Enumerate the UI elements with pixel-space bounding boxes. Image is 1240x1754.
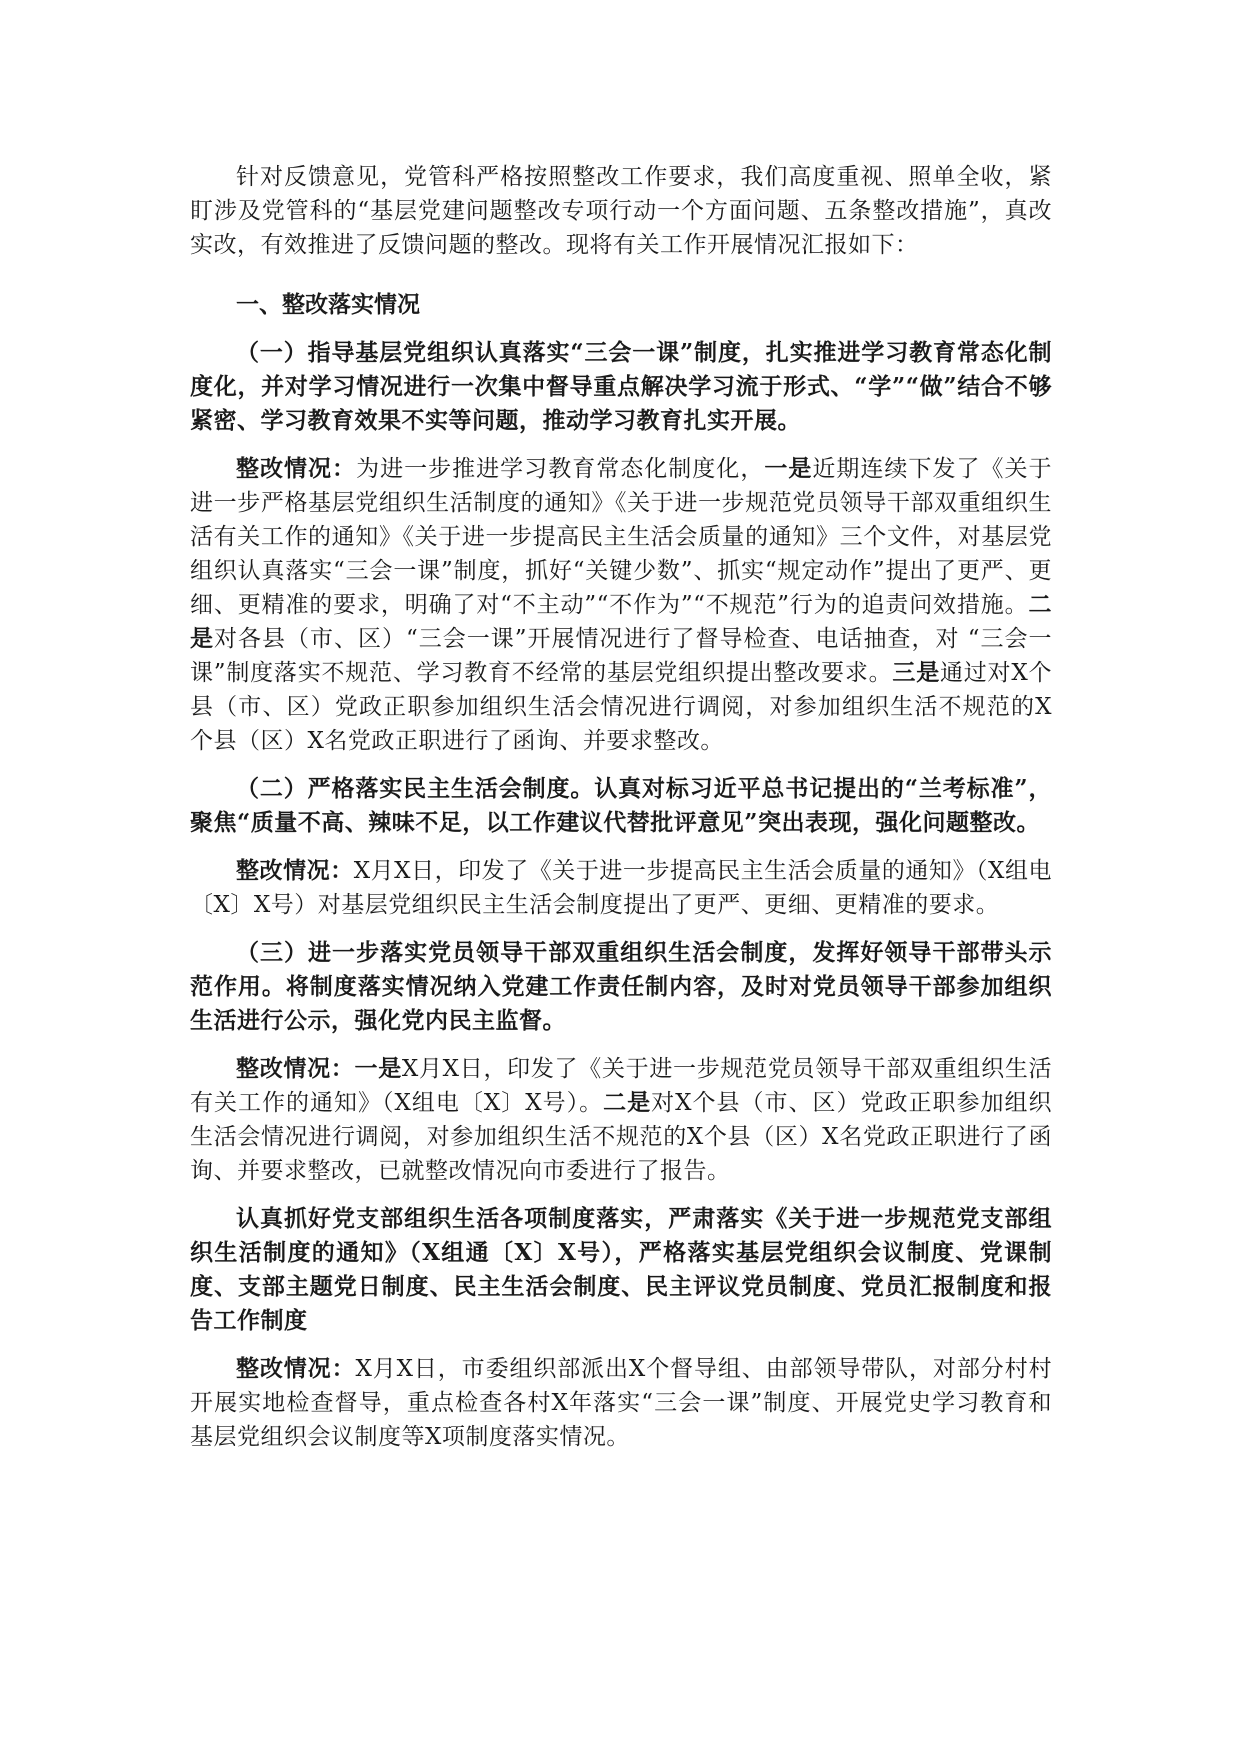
item1-text-1: 为进一步推进学习教育常态化制度化， <box>356 456 765 482</box>
item1-text-3: 对各县（市、区）“三会一课”开展情况进行了督导检查、电话抽查，对 “三会一课”制度落实不规范、学习教育不经常的基层党组织提出整改要求。 <box>190 626 1052 686</box>
item4-title: 认真抓好党支部组织生活各项制度落实，严肃落实《关于进一步规范党支部组织生活制度的通知》（X组通〔X〕X号），严格落实基层党组织会议制度、党课制度、支部主题党日制度、民主生活会制度、民主评议党员制度、党员汇报制度和报告工作制度 <box>190 1205 1052 1334</box>
item1-text-2: 近期连续下发了《关于进一步严格基层党组织生活制度的通知》《关于进一步规范党员领导干部双重组织生活有关工作的通知》《关于进一步提高民主生活会质量的通知》三个文件，对基层党组织认真落实“三会一课”制度，抓好“关键少数”、抓实“规定动作”提出了更严、更细、更精准的要求，明确了对“不主动”“不作为”“不规范”行为的追责问效措施。 <box>190 456 1053 618</box>
item1-point-1: 一是 <box>764 455 813 482</box>
item1-label: 整改情况： <box>236 455 357 482</box>
item3-title: （三）进一步落实党员领导干部双重组织生活会制度，发挥好领导干部带头示范作用。将制度落实情况纳入党建工作责任制内容，及时对党员领导干部参加组织生活进行公示，强化党内民主监督。 <box>190 939 1052 1034</box>
item3-point-1: 一是 <box>354 1055 402 1082</box>
item4-rectification <box>190 1352 1052 1454</box>
item4-text-1: X月X日，市委组织部派出X个督导组、由部领导带队，对部分村村开展实地检查督导，重点检查各村X年落实“三会一课”制度、开展党史学习教育和基层党组织会议制度等X项制度落实情况。 <box>190 1356 1052 1450</box>
item2-rectification <box>190 854 1052 922</box>
item3-text-1: X月X日，印发了《关于进一步规范党员领导干部双重组织生活有关工作的通知》（X组电〔X〕X号）。 <box>190 1056 1053 1116</box>
item1-text-4: 通过对X个县（市、区）党政正职参加组织生活会情况进行调阅，对参加组织生活不规范的X个县（区）X名党政正职进行了函询、并要求整改。 <box>190 660 1053 754</box>
item4-label: 整改情况： <box>236 1355 356 1382</box>
intro-paragraph: 针对反馈意见，党管科严格按照整改工作要求，我们高度重视、照单全收，紧盯涉及党管科的“基层党建问题整改专项行动一个方面问题、五条整改措施”，真改实改，有效推进了反馈问题的整改。现将有关工作开展情况汇报如下： <box>190 164 1052 258</box>
item1-title: （一）指导基层党组织认真落实“三会一课”制度，扎实推进学习教育常态化制度化，并对学习情况进行一次集中督导重点解决学习流于形式、“学”“做”结合不够紧密、学习教育效果不实等问题，推动学习教育扎实开展。 <box>190 339 1052 434</box>
item1-point-2: 二是 <box>190 591 1052 652</box>
item3-rectification <box>190 1052 1052 1188</box>
item2-label: 整改情况： <box>236 857 354 884</box>
section-title: 一、整改落实情况 <box>236 291 420 318</box>
document-body <box>190 160 1052 1454</box>
item3-label: 整改情况： <box>236 1055 355 1082</box>
item1-rectification <box>190 452 1052 758</box>
item3-text-2: 对X个县（市、区）党政正职参加组织生活会情况进行调阅，对参加组织生活不规范的X个县（区）X名党政正职进行了函询、并要求整改，已就整改情况向市委进行了报告。 <box>190 1090 1052 1184</box>
item2-text-1: X月X日，印发了《关于进一步提高民主生活会质量的通知》（X组电〔X〕X号）对基层党组织民主生活会制度提出了更严、更细、更精准的要求。 <box>190 858 1053 918</box>
item1-point-3: 三是 <box>892 659 940 686</box>
item2-title: （二）严格落实民主生活会制度。认真对标习近平总书记提出的“兰考标准”，聚焦“质量不高、辣味不足，以工作建议代替批评意见”突出表现，强化问题整改。 <box>190 775 1052 836</box>
item3-point-2: 二是 <box>603 1089 652 1116</box>
